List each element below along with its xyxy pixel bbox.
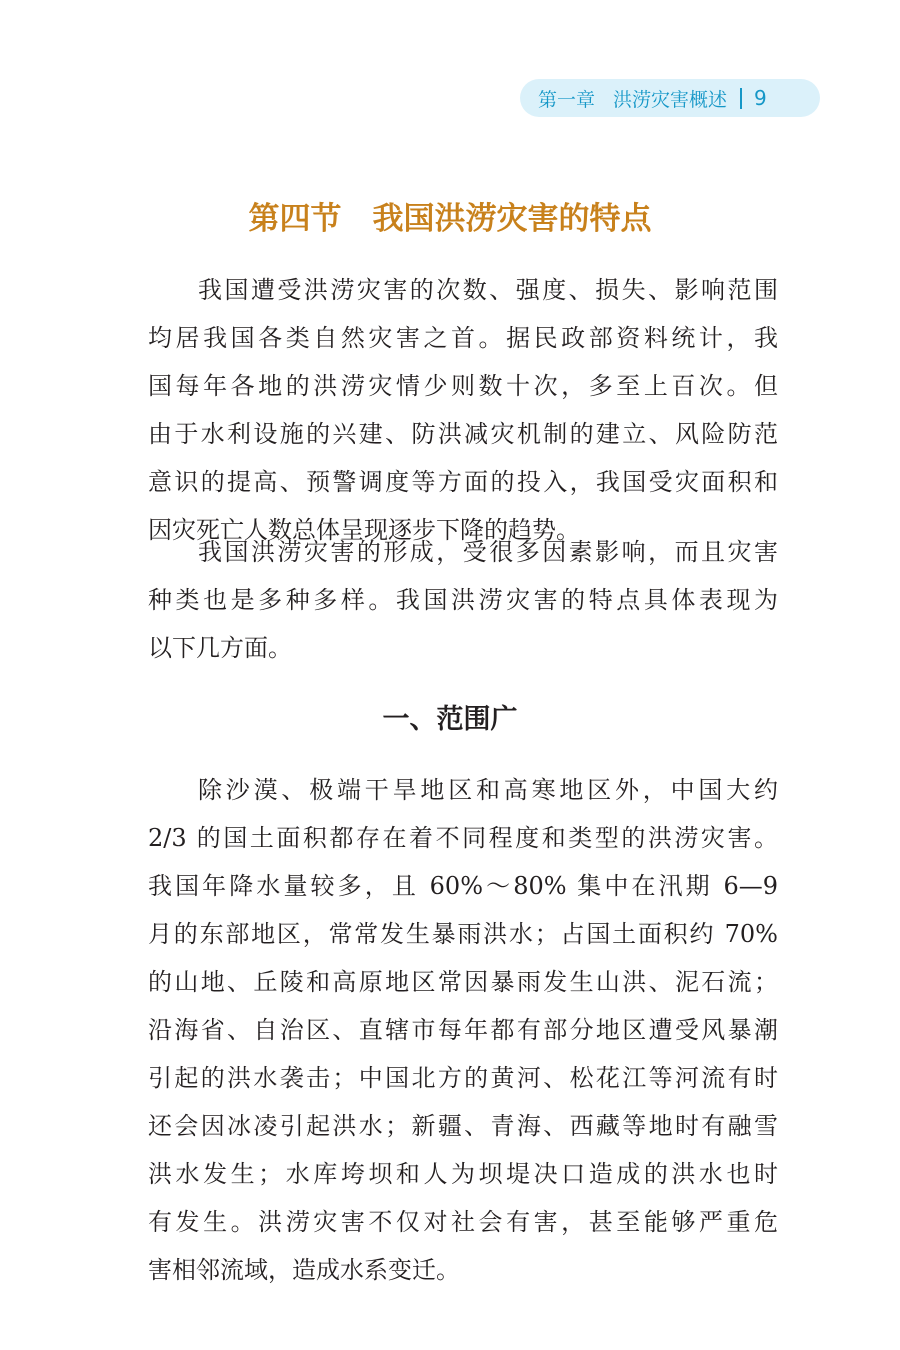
paragraph-line: 我国年降水量较多，且 60%～80% 集中在汛期 6—9	[148, 872, 778, 900]
subsection-title: 一、范围广	[382, 704, 518, 735]
paragraph-line: 沿海省、自治区、直辖市每年都有部分地区遭受风暴潮	[148, 1016, 778, 1044]
chapter-title: 洪涝灾害概述	[613, 88, 728, 111]
paragraph-line: 2/3 的国土面积都存在着不同程度和类型的洪涝灾害。	[148, 824, 778, 852]
paragraph-3	[148, 766, 778, 1294]
paragraph-2	[148, 528, 778, 672]
paragraph-line: 均居我国各类自然灾害之首。据民政部资料统计，我	[148, 324, 778, 352]
paragraph-line: 引起的洪水袭击；中国北方的黄河、松花江等河流有时	[148, 1064, 778, 1092]
chapter-label: 第一章	[538, 88, 596, 111]
paragraph-line: 除沙漠、极端干旱地区和高寒地区外，中国大约	[198, 776, 778, 804]
paragraph-line: 的山地、丘陵和高原地区常因暴雨发生山洪、泥石流；	[148, 968, 778, 996]
header-divider	[740, 88, 742, 109]
paragraph-line: 有发生。洪涝灾害不仅对社会有害，甚至能够严重危	[148, 1208, 778, 1236]
paragraph-line: 我国遭受洪涝灾害的次数、强度、损失、影响范围	[198, 276, 778, 304]
page-number: 9	[754, 86, 767, 110]
paragraph-line: 种类也是多种多样。我国洪涝灾害的特点具体表现为	[148, 586, 778, 614]
paragraph-line: 由于水利设施的兴建、防洪减灾机制的建立、风险防范	[148, 420, 778, 448]
running-header	[520, 79, 820, 117]
paragraph-line: 因灾死亡人数总体呈现逐步下降的趋势。	[148, 516, 580, 544]
paragraph-line: 月的东部地区，常常发生暴雨洪水；占国土面积约 70%	[148, 920, 778, 948]
section-title: 第四节 我国洪涝灾害的特点	[248, 201, 652, 237]
paragraph-line: 以下几方面。	[148, 634, 292, 662]
paragraph-line: 国每年各地的洪涝灾情少则数十次，多至上百次。但	[148, 372, 778, 400]
paragraph-line: 我国洪涝灾害的形成，受很多因素影响，而且灾害	[198, 538, 778, 566]
paragraph-line: 意识的提高、预警调度等方面的投入，我国受灾面积和	[148, 468, 778, 496]
paragraph-line: 害相邻流域，造成水系变迁。	[148, 1256, 460, 1284]
paragraph-1	[148, 266, 778, 554]
paragraph-line: 还会因冰凌引起洪水；新疆、青海、西藏等地时有融雪	[148, 1112, 778, 1140]
paragraph-line: 洪水发生；水库垮坝和人为坝堤决口造成的洪水也时	[148, 1160, 778, 1188]
